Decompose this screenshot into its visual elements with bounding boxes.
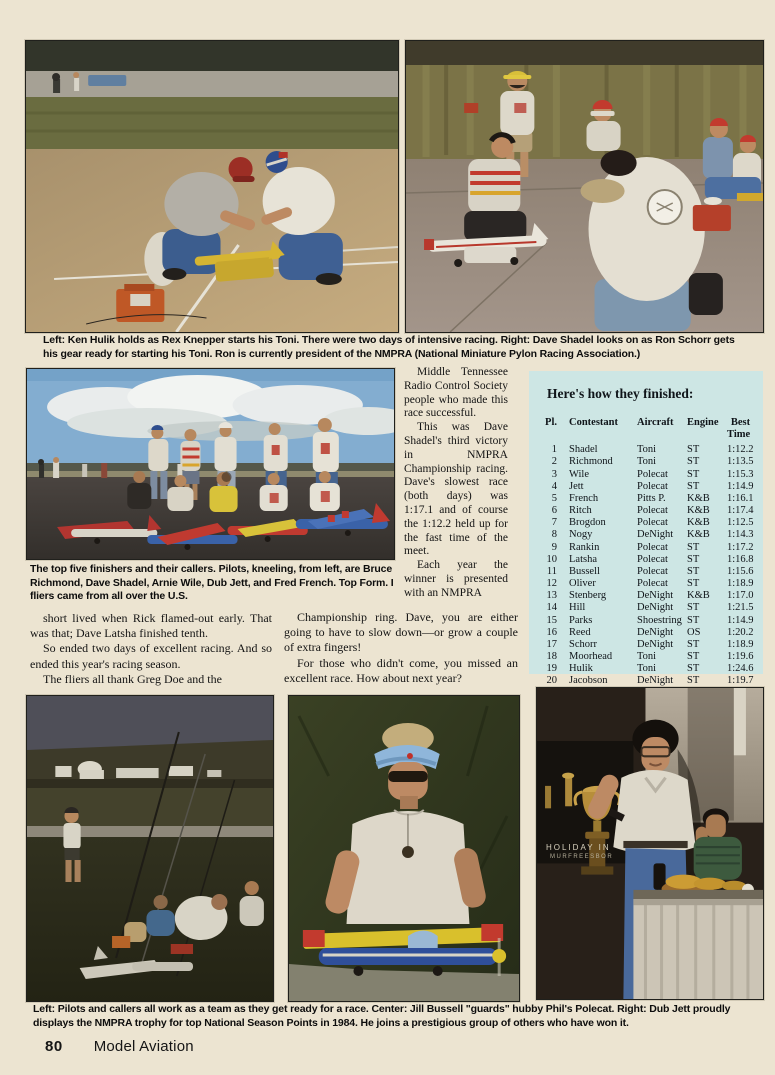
cell-contestant: Nogy xyxy=(569,529,593,541)
cell-place: 5 xyxy=(551,492,557,504)
treeline xyxy=(26,41,398,71)
murfreesboro-sign-text: MURFREESBOR xyxy=(550,854,614,860)
cell-engine: K&B xyxy=(687,529,710,541)
cell-place: 13 xyxy=(546,590,557,602)
cell-contestant: Reed xyxy=(569,626,591,638)
col-header-best-time: Best Time xyxy=(727,417,751,441)
cell-best-time: 1:16.8 xyxy=(727,553,754,565)
cell-contestant: Latsha xyxy=(569,553,597,565)
cell-place: 9 xyxy=(551,541,557,553)
body-paragraph: So ended two days of excellent racing. And so ended this year's racing season. xyxy=(30,641,272,671)
cell-place: 1 xyxy=(551,444,557,456)
results-row xyxy=(529,578,763,590)
cell-contestant: Brogdon xyxy=(569,517,606,529)
cell-engine: ST xyxy=(687,565,700,577)
photo-top-right-pit-crew xyxy=(405,40,764,333)
cell-best-time: 1:13.5 xyxy=(727,456,754,468)
results-row xyxy=(529,615,763,627)
cell-aircraft: DeNight xyxy=(637,626,674,638)
cell-contestant: Hill xyxy=(569,602,586,614)
results-row xyxy=(529,554,763,566)
cell-best-time: 1:14.9 xyxy=(727,480,754,492)
caption-group-photo: The top five finishers and their callers. Pilots, kneeling, from left, are Bruce Richmond, Dave Shadel, Arnie Wile, Dub Jett, and Fred French. Top Form. I fliers came from all over the U.S. xyxy=(30,563,394,603)
cell-engine: ST xyxy=(687,553,700,565)
cell-aircraft: Shoestring xyxy=(637,614,682,626)
page-number: 80 xyxy=(45,1038,63,1055)
results-row xyxy=(529,493,763,505)
col-header-engine: Engine xyxy=(687,417,719,428)
cell-best-time: 1:17.0 xyxy=(727,590,754,602)
cell-contestant: Bussell xyxy=(569,565,600,577)
cell-best-time: 1:16.1 xyxy=(727,492,754,504)
body-paragraph: Middle Tennessee Radio Control Society people who made this race successful. xyxy=(404,366,508,420)
cell-aircraft: Polecat xyxy=(637,505,668,517)
cell-place: 16 xyxy=(546,626,557,638)
results-row xyxy=(529,675,763,687)
cell-engine: ST xyxy=(687,675,700,687)
results-panel xyxy=(529,371,763,687)
cell-best-time: 1:15.6 xyxy=(727,565,754,577)
cell-place: 4 xyxy=(551,480,557,492)
cell-aircraft: Polecat xyxy=(637,553,668,565)
cell-best-time: 1:18.9 xyxy=(727,638,754,650)
cell-best-time: 1:17.4 xyxy=(727,505,754,517)
cell-aircraft: DeNight xyxy=(637,602,674,614)
body-column-middle xyxy=(404,366,508,601)
results-row xyxy=(529,517,763,529)
cell-aircraft: DeNight xyxy=(637,529,674,541)
results-row xyxy=(529,529,763,541)
cell-contestant: Richmond xyxy=(569,456,613,468)
cell-aircraft: Polecat xyxy=(637,541,668,553)
body-paragraph: The fliers all thank Greg Doe and the xyxy=(43,671,222,686)
cell-aircraft: Polecat xyxy=(637,480,668,492)
cell-engine: K&B xyxy=(687,590,710,602)
cell-place: 8 xyxy=(551,529,557,541)
caption-top-photos: Left: Ken Hulik holds as Rex Knepper starts his Toni. There were two days of intensive racing. Right: Dave Shadel looks on as Ron Schorr gets his gear ready for starting his Toni. Ron is currently president of the NMPRA (National Miniature Pylon Racing Association.) xyxy=(43,334,735,360)
results-title: Here's how they finished: xyxy=(547,386,694,401)
cell-place: 15 xyxy=(546,614,557,626)
cell-aircraft: Polecat xyxy=(637,565,668,577)
results-rows xyxy=(529,444,763,687)
cell-place: 7 xyxy=(551,517,557,529)
results-row xyxy=(529,590,763,602)
cell-engine: K&B xyxy=(687,492,710,504)
holiday-inn-sign-text: HOLIDAY IN xyxy=(546,843,611,852)
page-footer xyxy=(45,1038,194,1056)
body-paragraph: This was Dave Shadel's third victory in NMPRA Championship racing. Dave's slowest race (both days) was 1:17.1 and of course the 1:12.2 held up for the fast time of the meet. xyxy=(404,421,508,558)
cell-engine: ST xyxy=(687,578,700,590)
cell-best-time: 1:14.3 xyxy=(727,529,754,541)
results-row xyxy=(529,651,763,663)
cell-place: 6 xyxy=(551,505,557,517)
photo-top-left-starting-toni xyxy=(25,40,399,333)
cell-engine: ST xyxy=(687,638,700,650)
results-row xyxy=(529,602,763,614)
cell-contestant: Moorhead xyxy=(569,650,613,662)
cell-best-time: 1:19.7 xyxy=(727,675,754,687)
cell-aircraft: Toni xyxy=(637,650,657,662)
cell-best-time: 1:21.5 xyxy=(727,602,754,614)
cell-contestant: Rankin xyxy=(569,541,600,553)
results-row xyxy=(529,456,763,468)
col-header-aircraft: Aircraft xyxy=(637,417,674,428)
cell-best-time: 1:19.6 xyxy=(727,650,754,662)
cell-place: 2 xyxy=(551,456,557,468)
cell-contestant: Hulik xyxy=(569,663,593,675)
cell-contestant: Parks xyxy=(569,614,593,626)
cell-aircraft: Pitts P. xyxy=(637,492,666,504)
cell-place: 19 xyxy=(546,663,557,675)
cell-aircraft: Toni xyxy=(637,663,657,675)
body-paragraph: For those who didn't come, you missed an excellent race. How about next year? xyxy=(284,655,518,685)
cell-best-time: 1:24.6 xyxy=(727,663,754,675)
photo-bottom-left-prep xyxy=(26,695,274,1002)
results-row xyxy=(529,639,763,651)
photo-group-finishers xyxy=(26,368,395,560)
cell-best-time: 1:14.9 xyxy=(727,614,754,626)
results-row xyxy=(529,481,763,493)
body-paragraph: Championship ring. Dave, you are either going to have to slow down—or grow a couple of extra fingers! xyxy=(284,610,518,655)
cell-aircraft: DeNight xyxy=(637,590,674,602)
body-paragraph: short lived when Rick flamed-out early. That was that; Dave Latsha finished tenth. xyxy=(30,611,272,641)
runway-strip xyxy=(26,71,398,97)
cell-place: 18 xyxy=(546,650,557,662)
cell-engine: ST xyxy=(687,480,700,492)
cell-engine: K&B xyxy=(687,517,710,529)
cell-best-time: 1:18.9 xyxy=(727,578,754,590)
results-row xyxy=(529,627,763,639)
cell-engine: ST xyxy=(687,663,700,675)
grass-band xyxy=(26,97,398,149)
magazine-name: Model Aviation xyxy=(93,1038,194,1055)
cell-engine: ST xyxy=(687,602,700,614)
body-paragraph: Each year the winner is presented with an NMPRA xyxy=(404,559,508,599)
results-row xyxy=(529,469,763,481)
cell-contestant: Oliver xyxy=(569,578,596,590)
results-row xyxy=(529,542,763,554)
cell-aircraft: DeNight xyxy=(637,675,674,687)
cell-best-time: 1:20.2 xyxy=(727,626,754,638)
results-row xyxy=(529,663,763,675)
cell-contestant: Stenberg xyxy=(569,590,607,602)
cell-best-time: 1:15.3 xyxy=(727,468,754,480)
cell-aircraft: Polecat xyxy=(637,517,668,529)
cell-aircraft: Polecat xyxy=(637,578,668,590)
caption-bottom-photos: Left: Pilots and callers all work as a team as they get ready for a race. Center: Jill Bussell "guards" hubby Phil's Polecat. Right: Dub Jett proudly displays the NMPRA trophy for top National Season Points in 1984. He joins a prestigious group of others who have won it. xyxy=(33,1003,731,1029)
cell-place: 11 xyxy=(546,565,557,577)
results-header-row xyxy=(529,417,763,441)
cell-engine: ST xyxy=(687,541,700,553)
cell-best-time: 1:17.2 xyxy=(727,541,754,553)
cell-place: 17 xyxy=(546,638,557,650)
cell-engine: K&B xyxy=(687,505,710,517)
red-field-box xyxy=(693,205,731,231)
cell-place: 3 xyxy=(551,468,557,480)
cell-contestant: Jacobson xyxy=(569,675,608,687)
cell-engine: ST xyxy=(687,468,700,480)
results-row xyxy=(529,566,763,578)
cell-engine: ST xyxy=(687,456,700,468)
results-row xyxy=(529,505,763,517)
cell-contestant: French xyxy=(569,492,599,504)
cell-best-time: 1:12.5 xyxy=(727,517,754,529)
cell-best-time: 1:12.2 xyxy=(727,444,754,456)
cell-aircraft: Toni xyxy=(637,444,657,456)
photo-bottom-right-trophy xyxy=(536,687,764,1000)
cell-place: 10 xyxy=(546,553,557,565)
light-slot xyxy=(734,688,746,755)
col-header-contestant: Contestant xyxy=(569,417,618,428)
cell-contestant: Jett xyxy=(569,480,584,492)
cell-engine: ST xyxy=(687,614,700,626)
cell-place: 20 xyxy=(546,675,557,687)
cell-engine: ST xyxy=(687,444,700,456)
cell-engine: ST xyxy=(687,650,700,662)
cell-contestant: Schorr xyxy=(569,638,597,650)
cell-contestant: Shadel xyxy=(569,444,598,456)
cell-place: 12 xyxy=(546,578,557,590)
cell-engine: OS xyxy=(687,626,701,638)
body-column-right xyxy=(284,610,518,686)
cell-aircraft: Polecat xyxy=(637,468,668,480)
results-row xyxy=(529,444,763,456)
body-column-left xyxy=(30,611,272,687)
distant-car xyxy=(88,75,126,86)
photo-bottom-center-jill-bussell xyxy=(288,695,520,1002)
distant-red-box xyxy=(464,103,478,113)
cell-place: 14 xyxy=(546,602,557,614)
cell-contestant: Ritch xyxy=(569,505,592,517)
cell-aircraft: Toni xyxy=(637,456,657,468)
cell-aircraft: DeNight xyxy=(637,638,674,650)
cell-contestant: Wile xyxy=(569,468,589,480)
col-header-place: Pl. xyxy=(545,417,557,428)
